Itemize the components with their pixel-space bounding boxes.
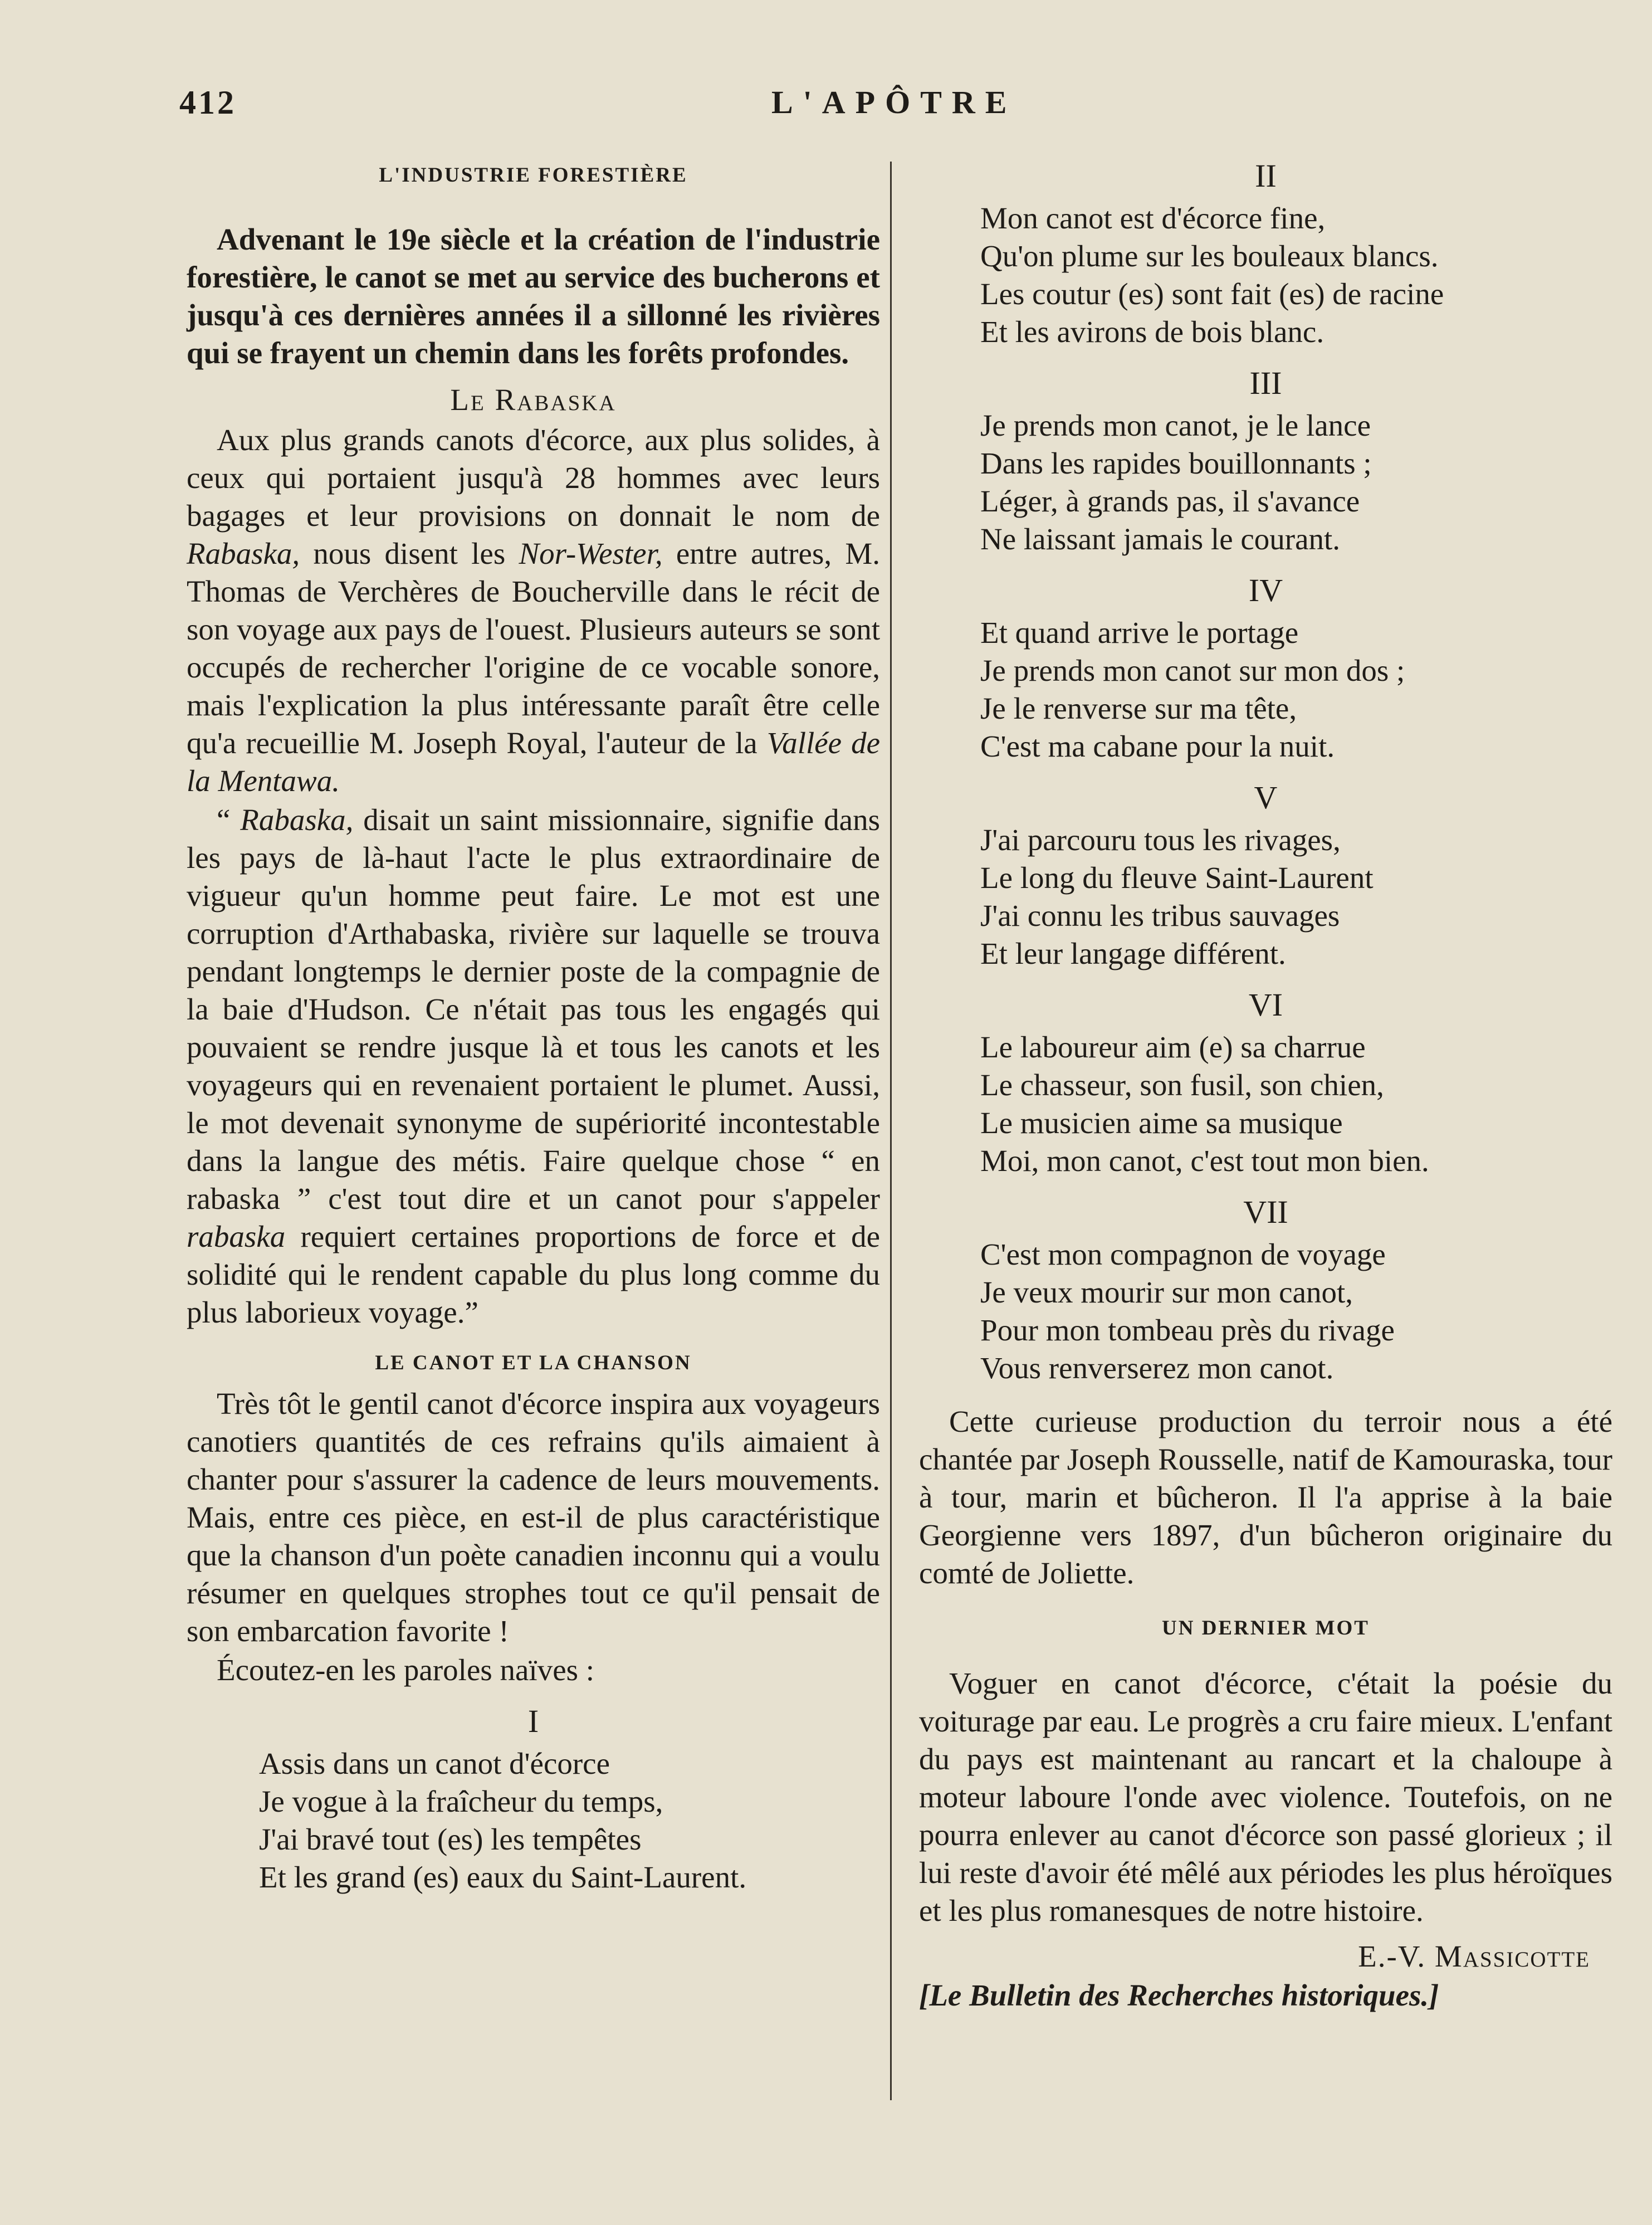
column-divider [890,162,892,2100]
intro-paragraph: Advenant le 19e siècle et la création de l'industrie forestière, le canot se met au service des bucherons et jusqu'à ces dernières années il a sillonné les rivières qui se frayent un chemin dans les forêts profondes. [187,222,880,370]
rabaska-paragraph-1: Aux plus grands canots d'écorce, aux plus solides, à ceux qui portaient jusqu'à 28 hommes avec leurs bagages et leur provisions on donnait le nom de Rabaska, nous disent les Nor-Wester, entre autres, M. Thomas de Verchères de Boucherville dans le récit de son voyage aux pays de l'ouest. Plusieurs auteurs se sont occupés de rechercher l'origine de ce vocable sonore, mais l'explication la plus intéressante paraît être celle qu'a recueillie M. Joseph Royal, l'auteur de la Vallée de la Mentawa. [187,423,881,798]
stanza-number: IV [1248,572,1283,608]
section-title-chanson: LE CANOT ET LA CHANSON [375,1351,692,1374]
stanza-line: Et quand arrive le portage [980,616,1299,650]
stanza-number: III [1249,365,1282,401]
stanza-line: Pour mon tombeau près du rivage [980,1313,1395,1347]
rabaska-paragraph-2: “ Rabaska, disait un saint missionnaire, signifie dans les pays de là-haut l'acte le plus extraordinaire de vigueur qu'un homme peut faire. Le mot est une corruption d'Arthabaska, rivière sur laquelle se trouva pendant longtemps le dernier poste de la compagnie de la baie d'Hudson. Ce n'était pas tous les engagés qui pouvaient se rendre jusque là et tous les canots et les voyageurs qui en revenaient portaient le plumet. Aussi, le mot devenait synonyme de supériorité incontestable dans la langue des métis. Faire quelque chose “ en rabaska ” c'est tout dire et un canot pour s'appeler rabaska requiert certaines proportions de force et de solidité qui le rendent capable du plus long comme du plus laborieux voyage.” [187,803,880,1329]
stanza-line: J'ai bravé tout (es) les tempêtes [259,1822,642,1856]
stanza-v [919,821,1612,973]
stanza-number: VI [1248,987,1283,1023]
stanza-line: Moi, mon canot, c'est tout mon bien. [980,1144,1429,1178]
stanza-number: VII [1243,1194,1288,1230]
after-song-paragraph: Cette curieuse production du terroir nous a été chantée par Joseph Rousselle, natif de Kamouraska, tour à tour, marin et bûcheron. Il l'a apprise à la baie Georgienne vers 1897, d'un bûcheron originaire du comté de Joliette. [919,1404,1612,1590]
stanza-vi [919,1028,1612,1180]
stanza-iii [919,407,1612,558]
running-title: L'APÔTRE [771,84,1017,120]
stanza-line: Je vogue à la fraîcheur du temps, [259,1784,663,1818]
stanza-ii [919,199,1612,351]
stanza-line: Dans les rapides bouillonnants ; [980,446,1372,480]
stanza-line: Je prends mon canot, je le lance [980,408,1371,442]
page-header [0,84,1652,128]
stanza-line: Ne laissant jamais le courant. [980,522,1341,556]
chanson-paragraph-2: Écoutez-en les paroles naïves : [217,1653,595,1687]
stanza-line: Et les avirons de bois blanc. [980,315,1324,349]
stanza-line: Je prends mon canot sur mon dos ; [980,653,1405,687]
author-signature: E.-V. Massicotte [1358,1939,1590,1973]
stanza-vii [919,1236,1612,1387]
stanza-line: Je veux mourir sur mon canot, [980,1275,1353,1309]
stanza-line: Le musicien aime sa musique [980,1106,1343,1140]
stanza-number: I [527,1703,539,1739]
page-number: 412 [179,84,236,121]
stanza-line: Le long du fleuve Saint-Laurent [980,861,1374,895]
stanza-line: C'est ma cabane pour la nuit. [980,729,1335,763]
stanza-line: Léger, à grands pas, il s'avance [980,484,1360,518]
right-column [919,158,1612,2014]
stanza-line: Les coutur (es) sont fait (es) de racine [980,277,1444,311]
stanza-line: Vous renverserez mon canot. [980,1351,1334,1385]
stanza-line: J'ai parcouru tous les rivages, [980,823,1341,857]
stanza-line: Mon canot est d'écorce fine, [980,201,1326,235]
stanza-iv [919,614,1612,765]
stanza-i [187,1745,880,1896]
stanza-line: Le laboureur aim (e) sa charrue [980,1030,1366,1064]
stanza-number: V [1254,779,1278,816]
stanza-line: Et leur langage différent. [980,936,1286,970]
stanza-line: Qu'on plume sur les bouleaux blancs. [980,239,1439,273]
section-title-dernier-mot: UN DERNIER MOT [1162,1617,1370,1640]
final-paragraph: Voguer en canot d'écorce, c'était la poésie du voiturage par eau. Le progrès a cru faire mieux. L'enfant du pays est maintenant au rancart et la chaloupe à moteur laboure l'onde avec violence. Toutefois, on ne pourra enlever au canot d'écorce son passé glorieux ; il lui reste d'avoir été mêlé aux périodes les plus héroïques et les plus romanesques de notre histoire. [919,1666,1612,1928]
source-citation: [Le Bulletin des Recherches historiques.] [919,1978,1439,2012]
stanza-line: Le chasseur, son fusil, son chien, [980,1068,1384,1102]
stanza-line: Assis dans un canot d'écorce [259,1746,610,1780]
stanza-line: Et les grand (es) eaux du Saint-Laurent. [259,1860,747,1894]
chanson-paragraph-1: Très tôt le gentil canot d'écorce inspira aux voyageurs canotiers quantités de ces refrains qu'ils aimaient à chanter pour s'assurer la cadence de leurs mouvements. Mais, entre ces pièce, en est-il de plus caractéristique que la chanson d'un poète canadien inconnu qui a voulu résumer en quelques strophes tout ce qu'il pensait de son embarcation favorite ! [187,1387,880,1648]
stanza-line: J'ai connu les tribus sauvages [980,899,1340,933]
stanza-line: C'est mon compagnon de voyage [980,1237,1386,1271]
stanza-number: II [1255,158,1277,194]
section-title-industrie: L'INDUSTRIE FORESTIÈRE [379,164,688,187]
left-column [187,162,880,1896]
section-title-rabaska: Le Rabaska [450,383,617,417]
stanza-line: Je le renverse sur ma tête, [980,691,1297,725]
